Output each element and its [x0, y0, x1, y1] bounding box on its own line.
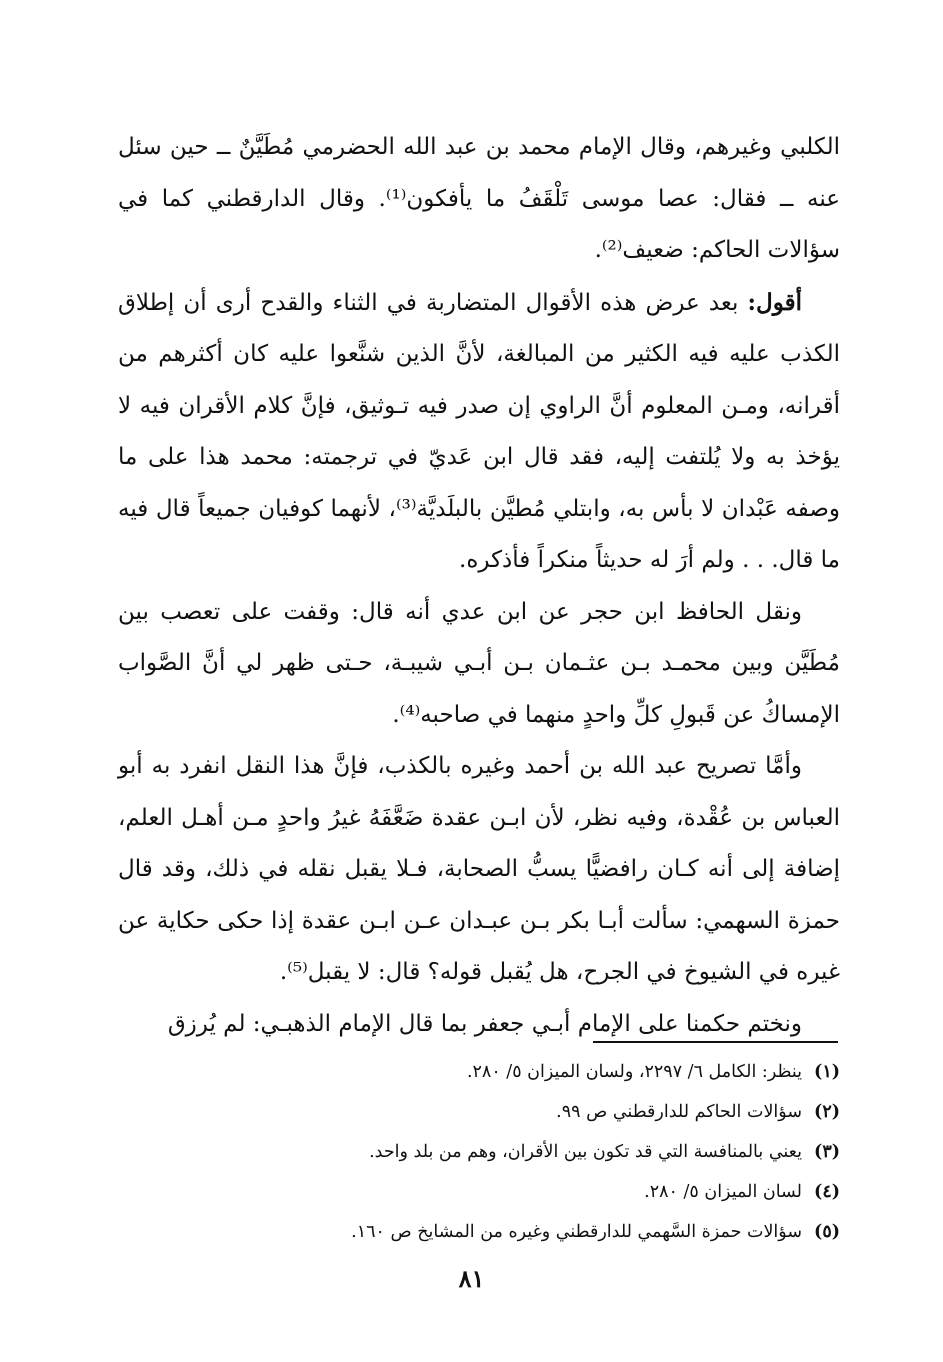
paragraph-2 — [118, 277, 840, 587]
footnote-3 — [118, 1132, 840, 1172]
footnote-number: (٣) — [814, 1142, 840, 1162]
footnote-divider — [593, 1041, 838, 1043]
footnote-2 — [118, 1092, 840, 1132]
main-text — [118, 122, 840, 1050]
footnote-1 — [118, 1052, 840, 1092]
footnote-number: (٥) — [814, 1222, 840, 1242]
paragraph-4: وأمَّا تصريح عبد الله بن أحمد وغيره بالكذب، فإنَّ هذا النقل انفرد به أبو العباس بن عُقْدة، وفيه نظر، لأن ابـن عقدة ضَعَّفَهُ غيرُ واحدٍ مـن أهـل العلم، إضافة إلى أنه كـان رافضيًّا يسبُّ الصحابة، فـلا يقبل نقله في ذلك، وقد قال حمزة السهمي: سألت أبـا بكر بـن عبـدان عـن ابـن عقدة إذا حكى حكاية عن غيره في الشيوخ في الجرح، هل يُقبل قوله؟ قال: لا يقبل⁽⁵⁾. — [118, 753, 840, 985]
footnote-text: لسان الميزان ٥/ ٢٨٠. — [644, 1182, 802, 1202]
footnote-text: ينظر: الكامل ٦/ ٢٢٩٧، ولسان الميزان ٥/ ٢٨٠. — [466, 1062, 802, 1082]
paragraph-2-lead: أقول: — [747, 288, 802, 316]
footnote-number: (١) — [814, 1062, 840, 1082]
footnote-4 — [118, 1172, 840, 1212]
footnote-text: سؤالات حمزة السَّهمي للدارقطني وغيره من المشايخ ص ١٦٠. — [351, 1222, 802, 1242]
footnote-text: يعني بالمنافسة التي قد تكون بين الأقران، وهم من بلد واحد. — [369, 1142, 802, 1162]
footnote-number: (٤) — [814, 1182, 840, 1202]
paragraph-1: الكلبي وغيرهم، وقال الإمام محمد بن عبد الله الحضرمي مُطَيَّنٌ ــ حين سئل عنه ــ فقال: عصا موسى تَلْقَفُ ما يأفكون⁽¹⁾. وقال الدارقطني كما في سؤالات الحاكم: ضعيف⁽²⁾. — [118, 134, 840, 263]
paragraph-3: ونقل الحافظ ابن حجر عن ابن عدي أنه قال: وقفت على تعصب بين مُطَيَّن وبين محمـد بـن عثـمان بـن أبـي شيبـة، حـتى ظهر لي أنَّ الصَّواب الإمساكُ عن قَبولِ كلِّ واحدٍ منهما في صاحبه⁽⁴⁾. — [118, 598, 840, 728]
footnote-5 — [118, 1212, 840, 1252]
footnote-text: سؤالات الحاكم للدارقطني ص ٩٩. — [556, 1102, 802, 1122]
footnotes — [118, 1052, 840, 1252]
paragraph-2-text: بعد عرض هذه الأقوال المتضاربة في الثناء والقدح أرى أن إطلاق الكذب عليه فيه الكثير من المبالغة، لأنَّ الذين شنَّعوا عليه كان أكثرهم من أقرانه، ومـن المعلوم أنَّ الراوي إن صدر فيه تـوثيق، فإنَّ كلام الأقران فيه لا يؤخذ به ولا يُلتفت إليه، فقد قال ابن عَديّ في ترجمته: محمد هذا على ما وصفه عَبْدان لا بأس به، وابتلي مُطيَّن بالبلَديَّة⁽³⁾، لأنهما كوفيان جميعاً قال فيه ما قال. . . ولم أرَ له حديثاً منكراً فأذكره. — [118, 289, 840, 573]
page-number: ٨١ — [458, 1264, 485, 1293]
footnote-number: (٢) — [814, 1102, 840, 1122]
paragraph-5: ونختم حكمنا على الإمام أبـي جعفر بما قال الإمام الذهبـي: لم يُرزق — [167, 1010, 802, 1037]
